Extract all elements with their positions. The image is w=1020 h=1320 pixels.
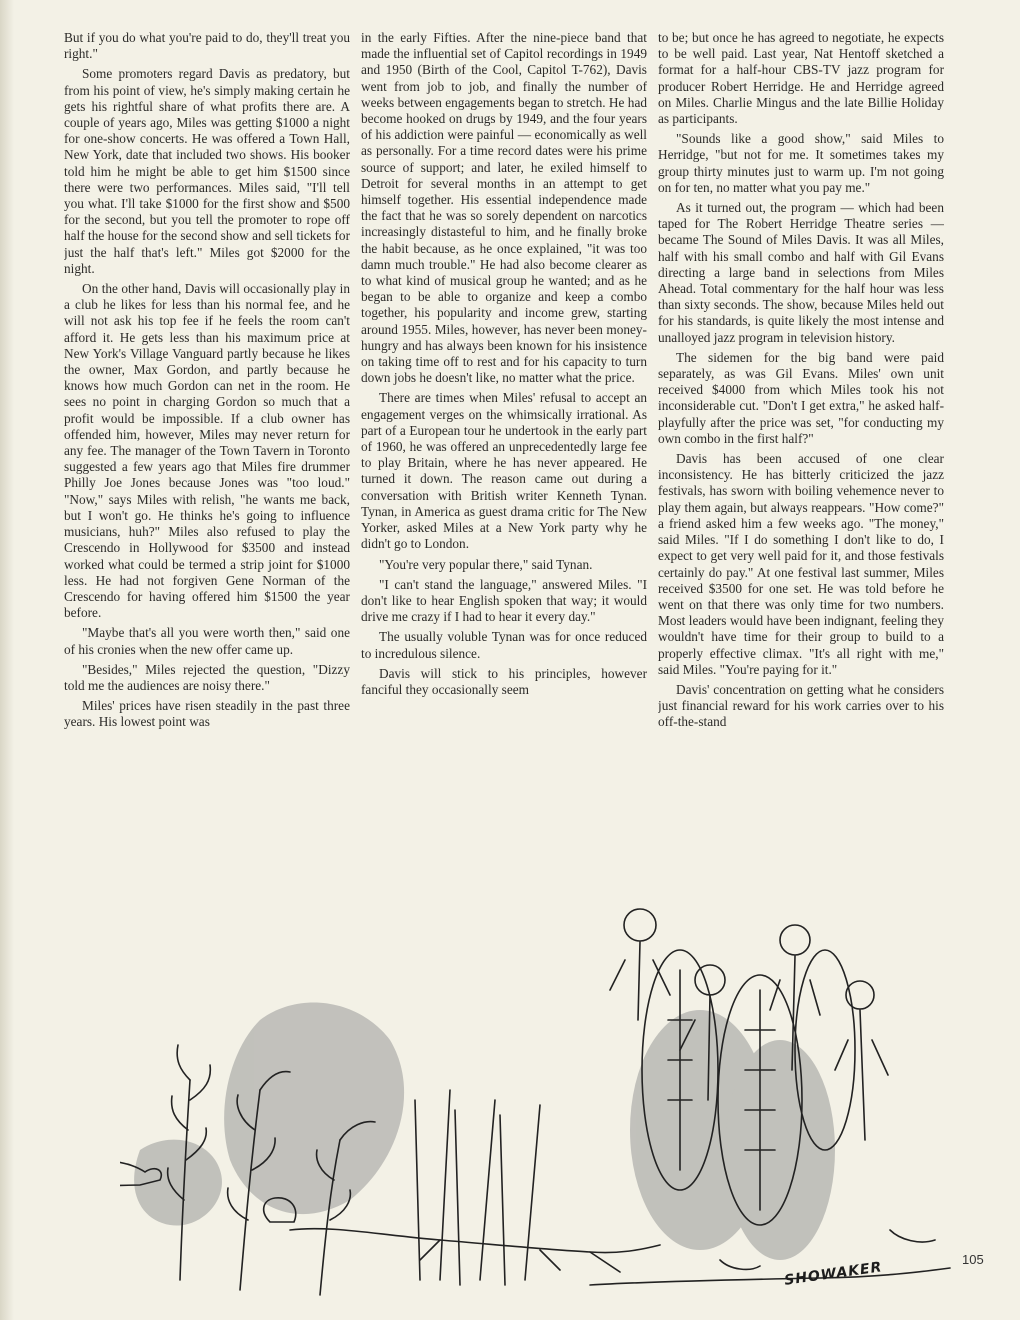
paragraph: "Maybe that's all you were worth then," said one of his cronies when the new offer came up. (64, 625, 350, 657)
paragraph: Miles' prices have risen steadily in the past three years. His lowest point was (64, 698, 350, 730)
paragraph: The sidemen for the big band were paid separately, as was Gil Evans. Miles' own unit received $4000 from which Miles took his not inconsiderable cut. "Don't I get extra," he asked half-playfully after the price was set, "for conducting my own combo in the first half?" (658, 349, 944, 446)
paragraph: in the early Fifties. After the nine-piece band that made the influential set of Capitol recordings in 1949 and 1950 (Birth of the Cool, Capitol T-762), Davis went from job to job, and finally the number of weeks between engagements began to stretch. He had become hooked on drugs by 1949, and the four years of his addiction were painful — economically as well as personally. For a time record dates were his prime source of support; and later, he exiled himself to Detroit for several months in an attempt to get himself together. His essential independence made the fact that he was so sorely dependent on narcotics increasingly distasteful to him, and he finally broke the habit because, as he once explained, "it was too damn much trouble." He had also become clearer as to what kind of musical group he wanted; and as he began to be able to organize and keep a combo together, his popularity and income grew, starting around 1955. Miles, however, has never been money-hungry and has always been known for his insistence on taking time off to rest and for his capacity to turn down jobs he doesn't like, no matter what the price. (361, 30, 647, 386)
paragraph: "Besides," Miles rejected the question, "Dizzy told me the audiences are noisy there." (64, 661, 350, 693)
article-body (64, 30, 944, 935)
paragraph: "I can't stand the language," answered Miles. "I don't like to hear English spoken that way; it would drive me crazy if I had to hear it every day." (361, 576, 647, 625)
paragraph: But if you do what you're paid to do, they'll treat you right." (64, 30, 350, 62)
paragraph: Davis will stick to his principles, however fanciful they occasionally seem (361, 665, 647, 697)
paragraph: "Sounds like a good show," said Miles to Herridge, "but not for me. It sometimes takes my group thirty minutes just to warm up. I'm not going on for ten, no matter what you pay me." (658, 131, 944, 195)
paragraph: As it turned out, the program — which had been taped for The Robert Herridge Theatre series — became The Sound of Miles Davis. It was all Miles, half with his small combo and half with Gil Evans directing a large band in selections from Miles Ahead. Total commentary for the half hour was less than sixty seconds. The show, because Miles held out for his standards, is quite likely the most intense and unalloyed jazz program in television history. (658, 200, 944, 345)
paragraph: "You're very popular there," said Tynan. (379, 556, 593, 572)
paragraph: Davis' concentration on getting what he considers just financial reward for his work carries over to his off-the-stand (658, 681, 944, 730)
column-2 (361, 30, 647, 935)
cartoon-illustration (120, 900, 960, 1310)
paragraph: to be; but once he has agreed to negotiate, he expects to be well paid. Last year, Nat Hentoff sketched a format for a half-hour CBS-TV jazz program for producer Robert Herridge. He and Herridge agreed on Miles. Charlie Mingus and the late Billie Holiday as participants. (658, 30, 944, 127)
column-3 (658, 30, 944, 935)
paragraph: The usually voluble Tynan was for once reduced to incredulous silence. (361, 629, 647, 661)
paragraph: Davis has been accused of one clear inconsistency. He has bitterly criticized the jazz festivals, has sworn with boiling vehemence never to play them again, but always reappears. "How come?" a friend asked him a few weeks ago. "The money," said Miles. "If I do something I don't like to do, I expect to get very well paid for it, and those festivals certainly do pay." At one festival last summer, Miles received $3500 for one set. He was told before he went on that there was only time for two numbers. Most leaders would have been indignant, feeling they wouldn't have time for their group to build to a properly effective climax. "It's all right with me," said Miles. "You're paying for it." (658, 451, 944, 677)
paragraph: There are times when Miles' refusal to accept an engagement verges on the whimsically irrational. As part of a European tour he undertook in the early part of 1960, he was offered an unprecedentedly large fee to play Britain, where he has never appeared. He turned it down. The reason came out during a conversation with British writer Kenneth Tynan. Tynan, in America as guest drama critic for The New Yorker, asked Miles at a New York party why he didn't go to London. (361, 390, 647, 552)
page-edge-shadow (0, 0, 14, 1320)
column-1 (64, 30, 350, 935)
paragraph: Some promoters regard Davis as predatory, but from his point of view, he's simply making certain he gets his rightful share of what profits there are. A couple of years ago, Miles was getting $1000 a night for one-show concerts. He was offered a Town Hall, New York, date that included two shows. His booker told him he might be able to get him $1500 since there were two performances. Miles said, "I'll tell you what. I'll take $1000 for the first show and $500 for the second, but you tell the promoter to rope off half the house for the second show and sell tickets for just the half that's left." Miles got $2000 for the night. (64, 66, 350, 276)
paragraph: On the other hand, Davis will occasionally play in a club he likes for less than his normal fee, and he will not ask his top fee if he feels the room can't afford it. He gets less than his maximum price at New York's Village Vanguard partly because he likes the owner, Max Gordon, and partly because he knows how much Gordon can net in the room. He sees no point in charging Gordon so much that a profit would be impossible. If a club owner has offended him, however, Miles may never return for any fee. The manager of the Town Tavern in Toronto suggested a few years ago that Miles fire drummer Philly Joe Jones because Jones was "too loud." "Now," says Miles with relish, "he wants me back, but I won't go. He thinks he's going to influence musicians, huh?" Miles also refused to play the Crescendo in Hollywood for $3500 and instead worked what could be termed a strip joint for $1000 less. He had not forgiven Gene Norman of the Crescendo for having offered him $1500 the year before. (64, 281, 350, 621)
artist-signature: SHOWAKER (783, 1259, 884, 1289)
page-number: 105 (962, 1252, 984, 1267)
